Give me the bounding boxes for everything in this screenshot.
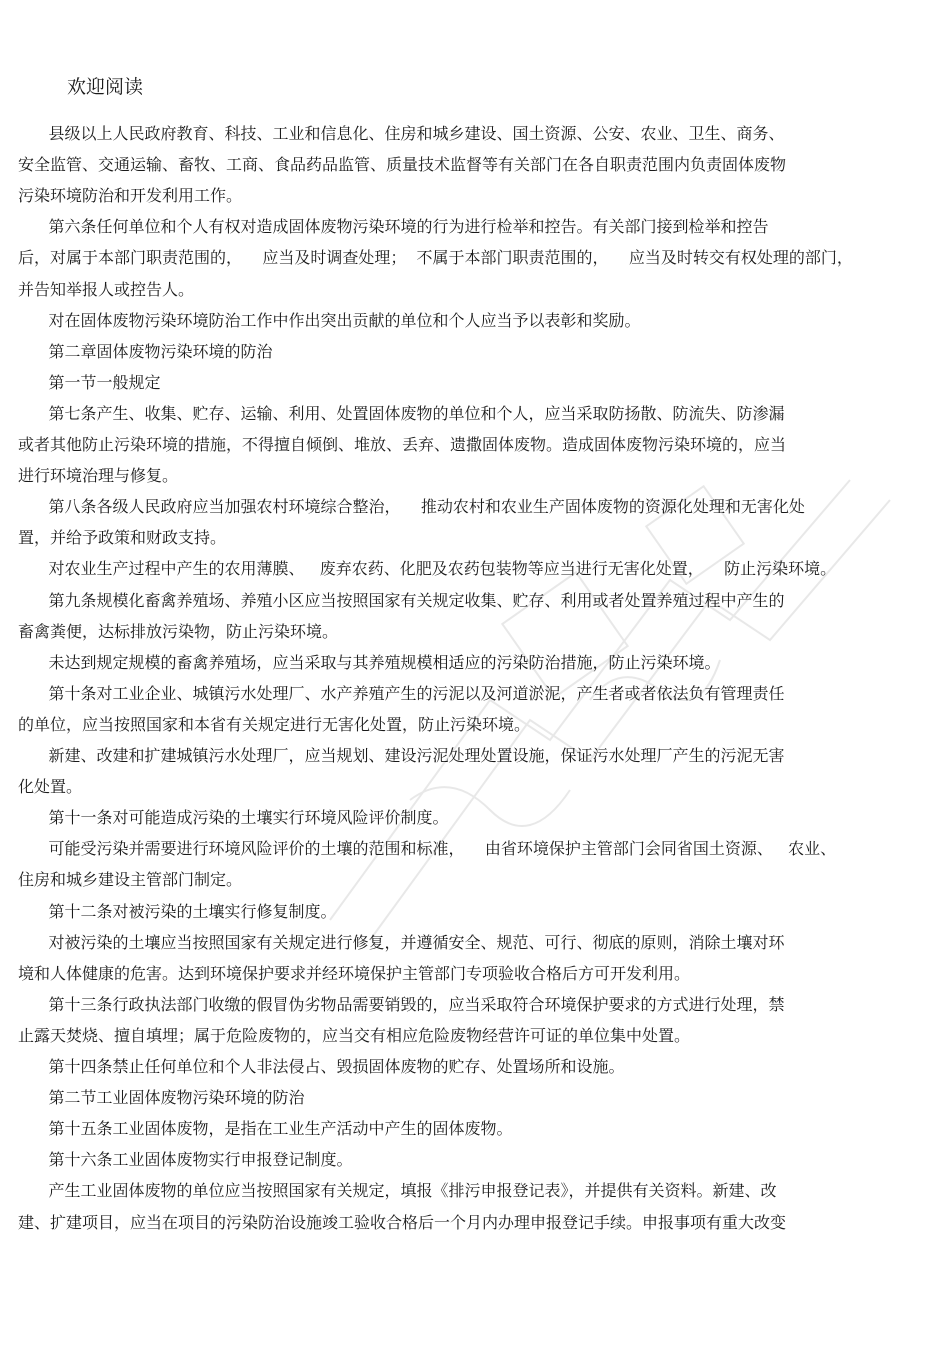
text-line: 止露天焚烧、擅自填埋；属于危险废物的，应当交有相应危险废物经营许可证的单位集中处置。 <box>18 1025 691 1045</box>
text-line: 第十一条对可能造成污染的土壤实行环境风险评价制度。 <box>18 808 449 828</box>
text-line: 置，并给予政策和财政支持。 <box>18 528 227 548</box>
text-line: 产生工业固体废物的单位应当按照国家有关规定，填报《排污申报登记表》，并提供有关资料。新建、改 <box>18 1181 777 1201</box>
text-line: 第二章固体废物污染环境的防治 <box>18 341 273 361</box>
text-line: 第十条对工业企业、城镇污水处理厂、水产养殖产生的污泥以及河道淤泥，产生者或者依法负有管理责任 <box>18 683 785 703</box>
text-line: 对被污染的土壤应当按照国家有关规定进行修复，并遵循安全、规范、可行、彻底的原则，消除土壤对环 <box>18 932 785 952</box>
text-line: 或者其他防止污染环境的措施，不得擅自倾倒、堆放、丢弃、遗撒固体废物。造成固体废物污染环境的，应当 <box>18 435 787 454</box>
text-line: 第十二条对被污染的土壤实行修复制度。 <box>18 901 337 921</box>
text-line: 进行环境治理与修复。 <box>18 466 179 486</box>
text-line: 第九条规模化畜禽养殖场、养殖小区应当按照国家有关规定收集、贮存、利用或者处置养殖过程中产生的 <box>18 590 785 610</box>
text-line: 对在固体废物污染环境防治工作中作出突出贡献的单位和个人应当予以表彰和奖励。 <box>18 310 641 330</box>
text-line: 住房和城乡建设主管部门制定。 <box>18 870 243 890</box>
text-line: 第十四条禁止任何单位和个人非法侵占、毁损固体废物的贮存、处置场所和设施。 <box>18 1057 625 1076</box>
text-line: 的单位，应当按照国家和本省有关规定进行无害化处置，防止污染环境。 <box>18 714 531 734</box>
text-line: 第七条产生、收集、贮存、运输、利用、处置固体废物的单位和个人，应当采取防扬散、防流失、防渗漏 <box>18 403 785 423</box>
document-header: 欢迎阅读 <box>67 76 144 98</box>
text-line: 建、扩建项目，应当在项目的污染防治设施竣工验收合格后一个月内办理申报登记手续。申报事项有重大改变 <box>18 1212 787 1232</box>
text-line: 第二节工业固体废物污染环境的防治 <box>18 1088 305 1108</box>
text-line: 未达到规定规模的畜禽养殖场，应当采取与其养殖规模相适应的污染防治措施，防止污染环境。 <box>18 652 721 672</box>
text-line: 第十六条工业固体废物实行申报登记制度。 <box>18 1150 353 1170</box>
text-line: 境和人体健康的危害。达到环境保护要求并经环境保护主管部门专项验收合格后方可开发利用。 <box>18 963 691 983</box>
text-line: 并告知举报人或控告人。 <box>18 279 195 299</box>
text-line: 化处置。 <box>18 777 83 797</box>
text-line: 污染环境防治和开发利用工作。 <box>18 186 243 206</box>
text-line: 第八条各级人民政府应当加强农村环境综合整治， 推动农村和农业生产固体废物的资源化处理和无害化处 <box>18 497 805 517</box>
text-line: 畜禽粪便，达标排放污染物，防止污染环境。 <box>18 621 339 641</box>
text-line: 后，对属于本部门职责范围的， 应当及时调查处理； 不属于本部门职责范围的， 应当及时转交有权处理的部门， <box>18 248 853 268</box>
text-line: 第六条任何单位和个人有权对造成固体废物污染环境的行为进行检举和控告。有关部门接到检举和控告 <box>18 217 769 237</box>
text-line: 第十五条工业固体废物，是指在工业生产活动中产生的固体废物。 <box>18 1119 513 1139</box>
text-line: 可能受污染并需要进行环境风险评价的土壤的范围和标准， 由省环境保护主管部门会同省国土资源、 农业、 <box>18 839 837 859</box>
text-line: 安全监管、交通运输、畜牧、工商、食品药品监管、质量技术监督等有关部门在各自职责范围内负责固体废物 <box>18 155 787 175</box>
text-line: 第一节一般规定 <box>18 372 161 392</box>
text-line: 对农业生产过程中产生的农用薄膜、 废弃农药、化肥及农药包装物等应当进行无害化处置， 防止污染环境。 <box>18 559 837 579</box>
text-line: 新建、改建和扩建城镇污水处理厂，应当规划、建设污泥处理处置设施，保证污水处理厂产生的污泥无害 <box>18 746 785 765</box>
text-line: 县级以上人民政府教育、科技、工业和信息化、住房和城乡建设、国土资源、公安、农业、卫生、商务、 <box>18 124 785 143</box>
text-line: 第十三条行政执法部门收缴的假冒伪劣物品需要销毁的，应当采取符合环境保护要求的方式进行处理，禁 <box>18 994 785 1014</box>
